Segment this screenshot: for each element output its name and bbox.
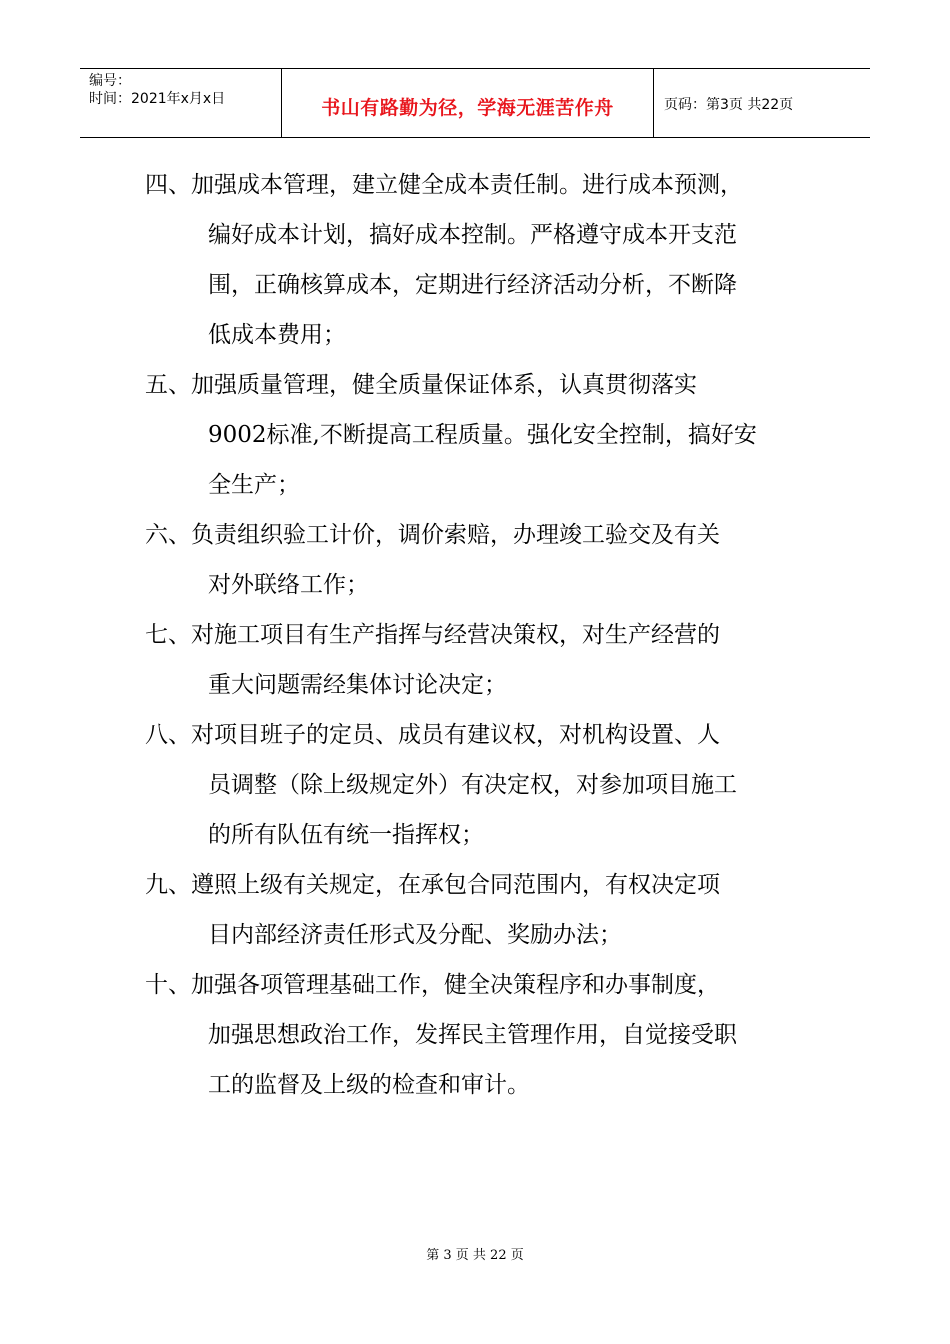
item-line: 加强思想政治工作，发挥民主管理作用，自觉接受职: [208, 1022, 737, 1048]
item-line: 编好成本计划，搞好成本控制。严格遵守成本开支范: [208, 222, 737, 248]
item-line: 的所有队伍有统一指挥权；: [208, 822, 484, 848]
item-line: 9002标准,不断提高工程质量。强化安全控制，搞好安: [208, 422, 757, 448]
list-item: [145, 160, 825, 360]
list-item: [145, 610, 825, 710]
item-line: 九、遵照上级有关规定，在承包合同范围内，有权决定项: [145, 872, 720, 898]
page-footer: 第 3 页 共 22 页: [426, 1248, 524, 1263]
item-line: 七、对施工项目有生产指挥与经营决策权，对生产经营的: [145, 622, 720, 648]
list-item: [145, 960, 825, 1110]
item-line: 八、对项目班子的定员、成员有建议权，对机构设置、人: [145, 722, 720, 748]
item-line: 围，正确核算成本，定期进行经济活动分析，不断降: [208, 272, 737, 298]
page-header: [80, 68, 870, 138]
time-label: 时间：2021年x月x日: [89, 91, 226, 107]
item-line: 重大问题需经集体讨论决定；: [208, 672, 507, 698]
item-line: 六、负责组织验工计价，调价索赔，办理竣工验交及有关: [145, 522, 720, 548]
item-line: 员调整（除上级规定外）有决定权，对参加项目施工: [208, 772, 737, 798]
header-meta: [80, 69, 282, 137]
item-line: 低成本费用；: [208, 322, 346, 348]
item-line: 目内部经济责任形式及分配、奖励办法；: [208, 922, 622, 948]
list-item: [145, 710, 825, 860]
item-line: 对外联络工作；: [208, 572, 369, 598]
item-line: 五、加强质量管理，健全质量保证体系，认真贯彻落实: [145, 372, 697, 398]
item-line: 十、加强各项管理基础工作，健全决策程序和办事制度，: [145, 972, 720, 998]
number-label: 编号：: [89, 73, 131, 89]
item-line: 全生产；: [208, 472, 300, 498]
item-line: 四、加强成本管理，建立健全成本责任制。进行成本预测，: [145, 172, 743, 198]
list-item: [145, 360, 825, 510]
list-item: [145, 860, 825, 960]
document-body: [145, 160, 825, 1110]
header-page-info: 页码：第3页 共22页: [664, 97, 794, 113]
item-line: 工的监督及上级的检查和审计。: [208, 1072, 530, 1098]
list-item: [145, 510, 825, 610]
header-motto: 书山有路勤为径，学海无涯苦作舟: [282, 69, 654, 137]
